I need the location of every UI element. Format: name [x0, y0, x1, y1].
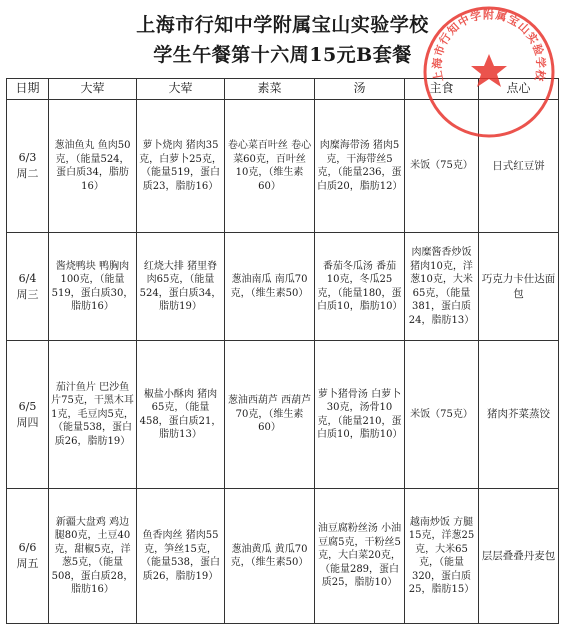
- meat-dish-1: 酱烧鸭块 鸭胸肉100克，（能量519，蛋白质30，脂肪16）: [49, 233, 137, 341]
- table-row: [7, 341, 559, 489]
- date-cell: [7, 233, 49, 341]
- date-cell: [7, 100, 49, 233]
- header-dessert: 点心: [479, 79, 559, 100]
- dessert-dish: 层层叠叠丹麦包: [479, 489, 559, 624]
- soup-dish: 番茄冬瓜汤 番茄10克，冬瓜25克，（能量180，蛋白质10，脂肪10）: [315, 233, 405, 341]
- meat-dish-1: 葱油鱼丸 鱼肉50克，（能量524，蛋白质34，脂肪16）: [49, 100, 137, 233]
- title-menu: 学生午餐第十六周15元B套餐: [153, 44, 412, 66]
- meat-dish-2: 鱼香肉丝 猪肉55克，笋丝15克，（能量538，蛋白质26，脂肪19）: [137, 489, 225, 624]
- staple-dish: 米饭（75克）: [405, 341, 479, 489]
- soup-dish: 萝卜猪骨汤 白萝卜30克，汤骨10克，（能量210，蛋白质10，脂肪10）: [315, 341, 405, 489]
- date: 6/4: [18, 271, 37, 285]
- vegetable-dish: 葱油南瓜 南瓜70克，（维生素50）: [225, 233, 315, 341]
- date: 6/6: [18, 541, 37, 554]
- dessert-dish: 日式红豆饼: [479, 100, 559, 233]
- meat-dish-2: 红烧大排 猪里脊肉65克，（能量524，蛋白质34，脂肪19）: [137, 233, 225, 341]
- vegetable-dish: 葱油黄瓜 黄瓜70克，（维生素50）: [225, 489, 315, 624]
- svg-text:上海市行知中学附属宝山实验学校: 上海市行知中学附属宝山实验学校: [430, 8, 548, 83]
- dessert-dish: 巧克力卡仕达面包: [479, 233, 559, 341]
- meat-dish-1: 茄汁鱼片 巴沙鱼片75克，干黑木耳1克，毛豆肉5克，（能量538，蛋白质26，脂肪19）: [49, 341, 137, 489]
- meat-dish-2: 萝卜烧肉 猪肉35克，白萝卜25克，（能量519，蛋白质23，脂肪16）: [137, 100, 225, 233]
- header-date: 日期: [7, 79, 49, 100]
- date-cell: [7, 341, 49, 489]
- staple-dish: 肉糜酱香炒饭 猪肉10克，洋葱10克，大米65克，（能量381，蛋白质24，脂肪13）: [405, 233, 479, 341]
- staple-dish: 米饭（75克）: [405, 100, 479, 233]
- vegetable-dish: 葱油西葫芦 西葫芦70克，（维生素60）: [225, 341, 315, 489]
- school-seal-stamp: [419, 2, 559, 142]
- vegetable-dish: 卷心菜百叶丝 卷心菜60克，百叶丝10克，（维生素60）: [225, 100, 315, 233]
- menu-table: [6, 78, 559, 624]
- weekday: 周二: [16, 167, 39, 180]
- header-vegetable: 素菜: [225, 79, 315, 100]
- soup-dish: 肉糜海带汤 猪肉5克，干海带丝5克，（能量236，蛋白质20，脂肪12）: [315, 100, 405, 233]
- soup-dish: 油豆腐粉丝汤 小油豆腐5克，干粉丝5克，大白菜20克，（能量289，蛋白质25，脂肪10）: [315, 489, 405, 624]
- date-cell: [7, 489, 49, 624]
- meat-dish-2: 椒盐小酥肉 猪肉65克，（能量458，蛋白质21，脂肪13）: [137, 341, 225, 489]
- header-staple: 主食: [405, 79, 479, 100]
- header-soup: 汤: [315, 79, 405, 100]
- header-meat-1: 大荤: [49, 79, 137, 100]
- staple-dish: 越南炒饭 方腿15克，洋葱25克，大米65克，（能量320，蛋白质25，脂肪15）: [405, 489, 479, 624]
- weekday: 周四: [16, 415, 39, 429]
- date: 6/5: [18, 399, 37, 413]
- dessert-dish: 猪肉芥菜蒸饺: [479, 341, 559, 489]
- date: 6/3: [18, 151, 37, 164]
- table-row: [7, 233, 559, 341]
- header-meat-2: 大荤: [137, 79, 225, 100]
- meat-dish-1: 新疆大盘鸡 鸡边腿80克，土豆40克，甜椒5克，洋葱5克，（能量508，蛋白质28，脂肪16）: [49, 489, 137, 624]
- weekday: 周五: [16, 557, 39, 570]
- table-row: [7, 489, 559, 624]
- title-school: 上海市行知中学附属宝山实验学校: [136, 14, 429, 36]
- weekday: 周三: [16, 287, 39, 301]
